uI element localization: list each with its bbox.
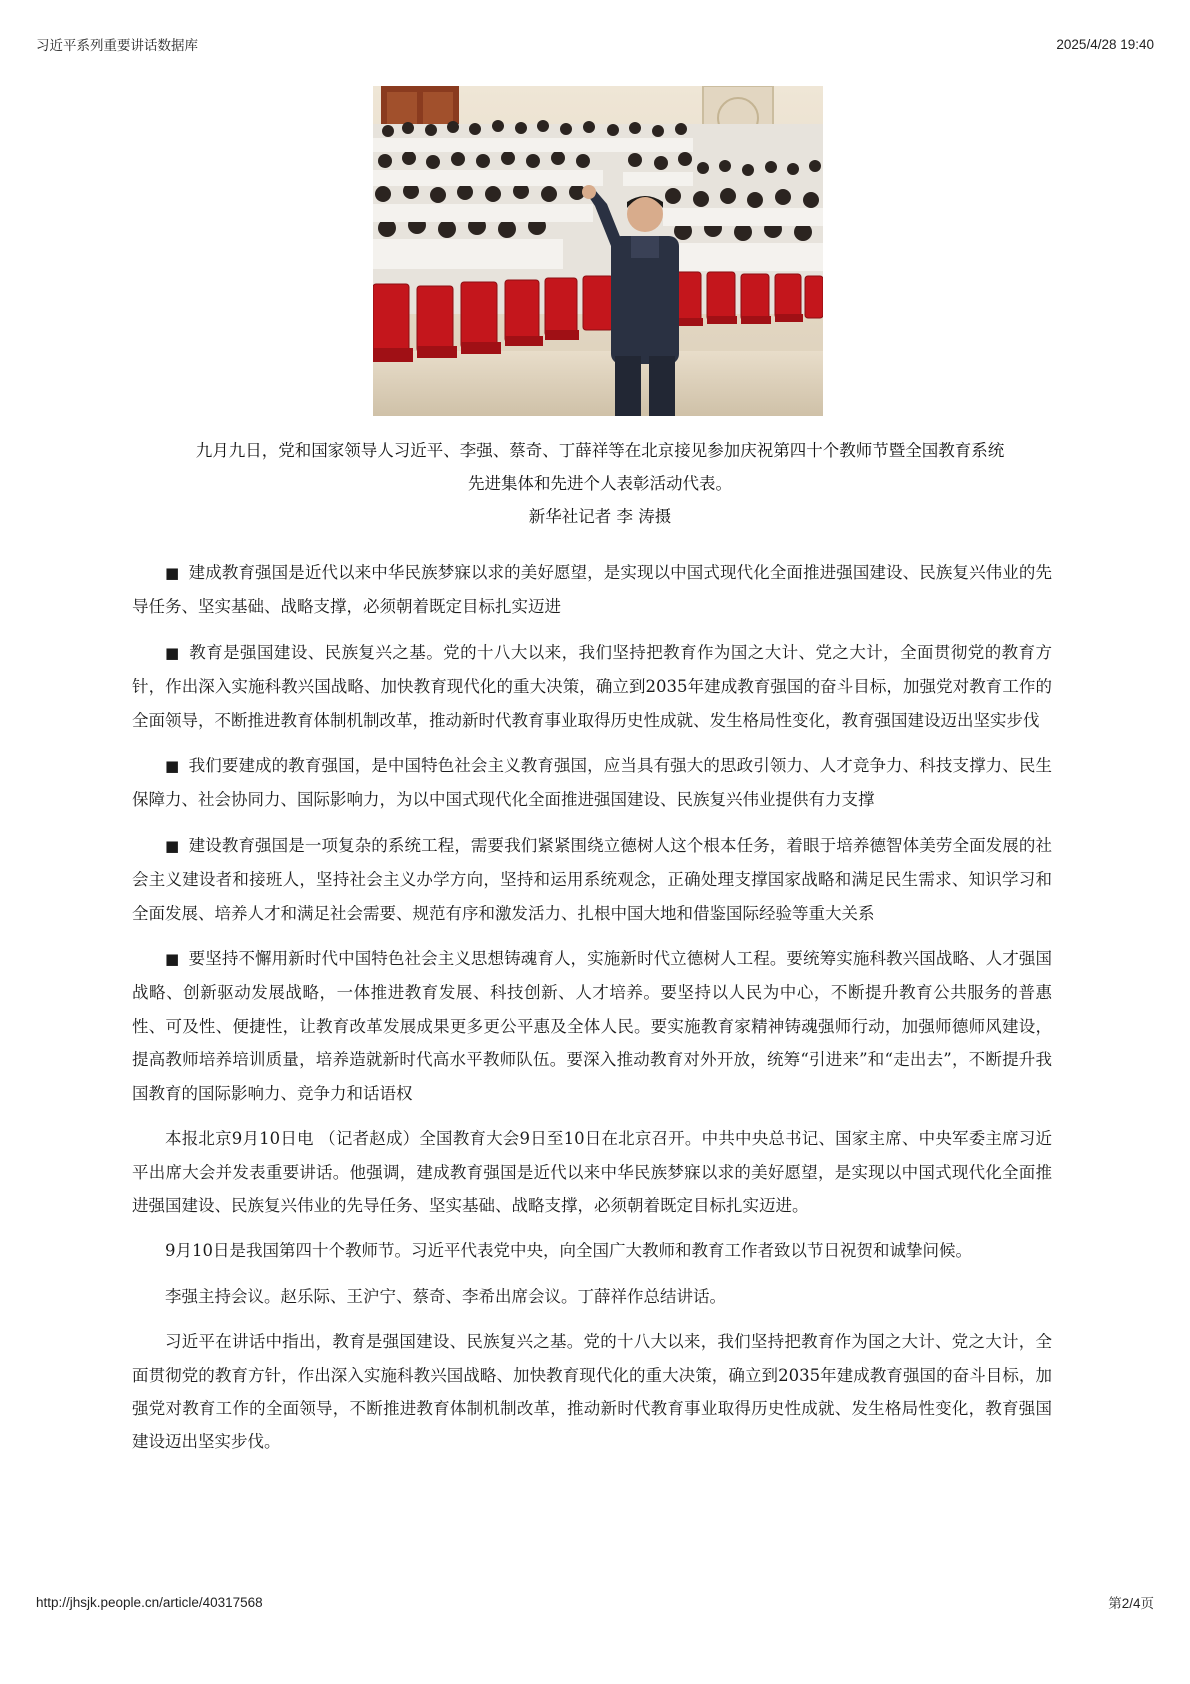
highlight-paragraph [132, 829, 1052, 930]
bullet-square-icon: ■ [165, 950, 180, 969]
highlight-paragraph [132, 942, 1052, 1110]
photo-caption [150, 434, 1050, 533]
highlight-text: 建设教育强国是一项复杂的系统工程，需要我们紧紧围绕立德树人这个根本任务，着眼于培养德智体美劳全面发展的社会主义建设者和接班人，坚持社会主义办学方向，坚持和运用系统观念，正确处理支撑国家战略和满足民生需求、知识学习和全面发展、培养人才和满足社会需要、规范有序和激发活力、扎根中国大地和借鉴国际经验等重大关系 [132, 835, 1052, 923]
bullet-square-icon: ■ [165, 643, 180, 662]
highlight-paragraph [132, 636, 1052, 737]
bullet-square-icon: ■ [165, 757, 180, 776]
article-url[interactable]: http://jhsjk.people.cn/article/40317568 [36, 1594, 263, 1610]
photo-credit: 新华社记者 李 涛摄 [528, 507, 672, 526]
bullet-square-icon: ■ [165, 564, 180, 582]
highlight-text: 建成教育强国是近代以来中华民族梦寐以求的美好愿望，是实现以中国式现代化全面推进强国建设、民族复兴伟业的先导任务、坚实基础、战略支撑，必须朝着既定目标扎实迈进 [132, 563, 1052, 617]
highlight-text: 教育是强国建设、民族复兴之基。党的十八大以来，我们坚持把教育作为国之大计、党之大计，全面贯彻党的教育方针，作出深入实施科教兴国战略、加快教育现代化的重大决策，确立到2035年建成教育强国的奋斗目标，加强党对教育工作的全面领导，不断推进教育体制机制改革，推动新时代教育事业取得历史性成就、发生格局性变化，教育强国建设迈出坚实步伐 [132, 642, 1052, 730]
body-paragraph: 李强主持会议。赵乐际、王沪宁、蔡奇、李希出席会议。丁薛祥作总结讲话。 [165, 1286, 726, 1306]
body-paragraph: 9月10日是我国第四十个教师节。习近平代表党中央，向全国广大教师和教育工作者致以节日祝贺和诚挚问候。 [165, 1241, 972, 1261]
caption-text-line1: 九月九日，党和国家领导人习近平、李强、蔡奇、丁薛祥等在北京接见参加庆祝第四十个教师节暨全国教育系统 [195, 441, 1005, 460]
print-footer [36, 1592, 1154, 1612]
print-datetime: 2025/4/28 19:40 [1056, 36, 1154, 52]
article-body [132, 556, 1052, 1471]
highlight-text: 要坚持不懈用新时代中国特色社会主义思想铸魂育人，实施新时代立德树人工程。要统筹实施科教兴国战略、人才强国战略、创新驱动发展战略，一体推进教育发展、科技创新、人才培养。要坚持以人民为中心，不断提升教育公共服务的普惠性、可及性、便捷性，让教育改革发展成果更多更公平惠及全体人民。要实施教育家精神铸魂强师行动，加强师德师风建设，提高教师培养培训质量，培养造就新时代高水平教师队伍。要深入推动教育对外开放，统筹“引进来”和“走出去”，不断提升我国教育的国际影响力、竞争力和话语权 [132, 949, 1052, 1103]
highlight-text: 我们要建成的教育强国，是中国特色社会主义教育强国，应当具有强大的思政引领力、人才竞争力、科技支撑力、民生保障力、社会协同力、国际影响力，为以中国式现代化全面推进强国建设、民族复兴伟业提供有力支撑 [132, 756, 1052, 810]
page-indicator: 第2/4页 [1108, 1596, 1154, 1611]
caption-text-line2: 先进集体和先进个人表彰活动代表。 [468, 474, 732, 493]
print-header [36, 34, 1154, 54]
highlight-paragraph [132, 556, 1052, 624]
bullet-square-icon: ■ [165, 836, 180, 855]
highlight-paragraph [132, 749, 1052, 817]
site-title: 习近平系列重要讲话数据库 [36, 38, 198, 53]
body-paragraph: 本报北京9月10日电 （记者赵成）全国教育大会9日至10日在北京召开。中共中央总书记、国家主席、中央军委主席习近平出席大会并发表重要讲话。他强调，建成教育强国是近代以来中华民族梦寐以求的美好愿望，是实现以中国式现代化全面推进强国建设、民族复兴伟业的先导任务、坚实基础、战略支撑，必须朝着既定目标扎实迈进。 [132, 1129, 1052, 1215]
news-photo [373, 86, 823, 416]
news-photo-graphic [373, 86, 823, 416]
body-paragraph: 习近平在讲话中指出，教育是强国建设、民族复兴之基。党的十八大以来，我们坚持把教育作为国之大计、党之大计，全面贯彻党的教育方针，作出深入实施科教兴国战略、加快教育现代化的重大决策，确立到2035年建成教育强国的奋斗目标，加强党对教育工作的全面领导，不断推进教育体制机制改革，推动新时代教育事业取得历史性成就、发生格局性变化，教育强国建设迈出坚实步伐。 [132, 1332, 1052, 1452]
